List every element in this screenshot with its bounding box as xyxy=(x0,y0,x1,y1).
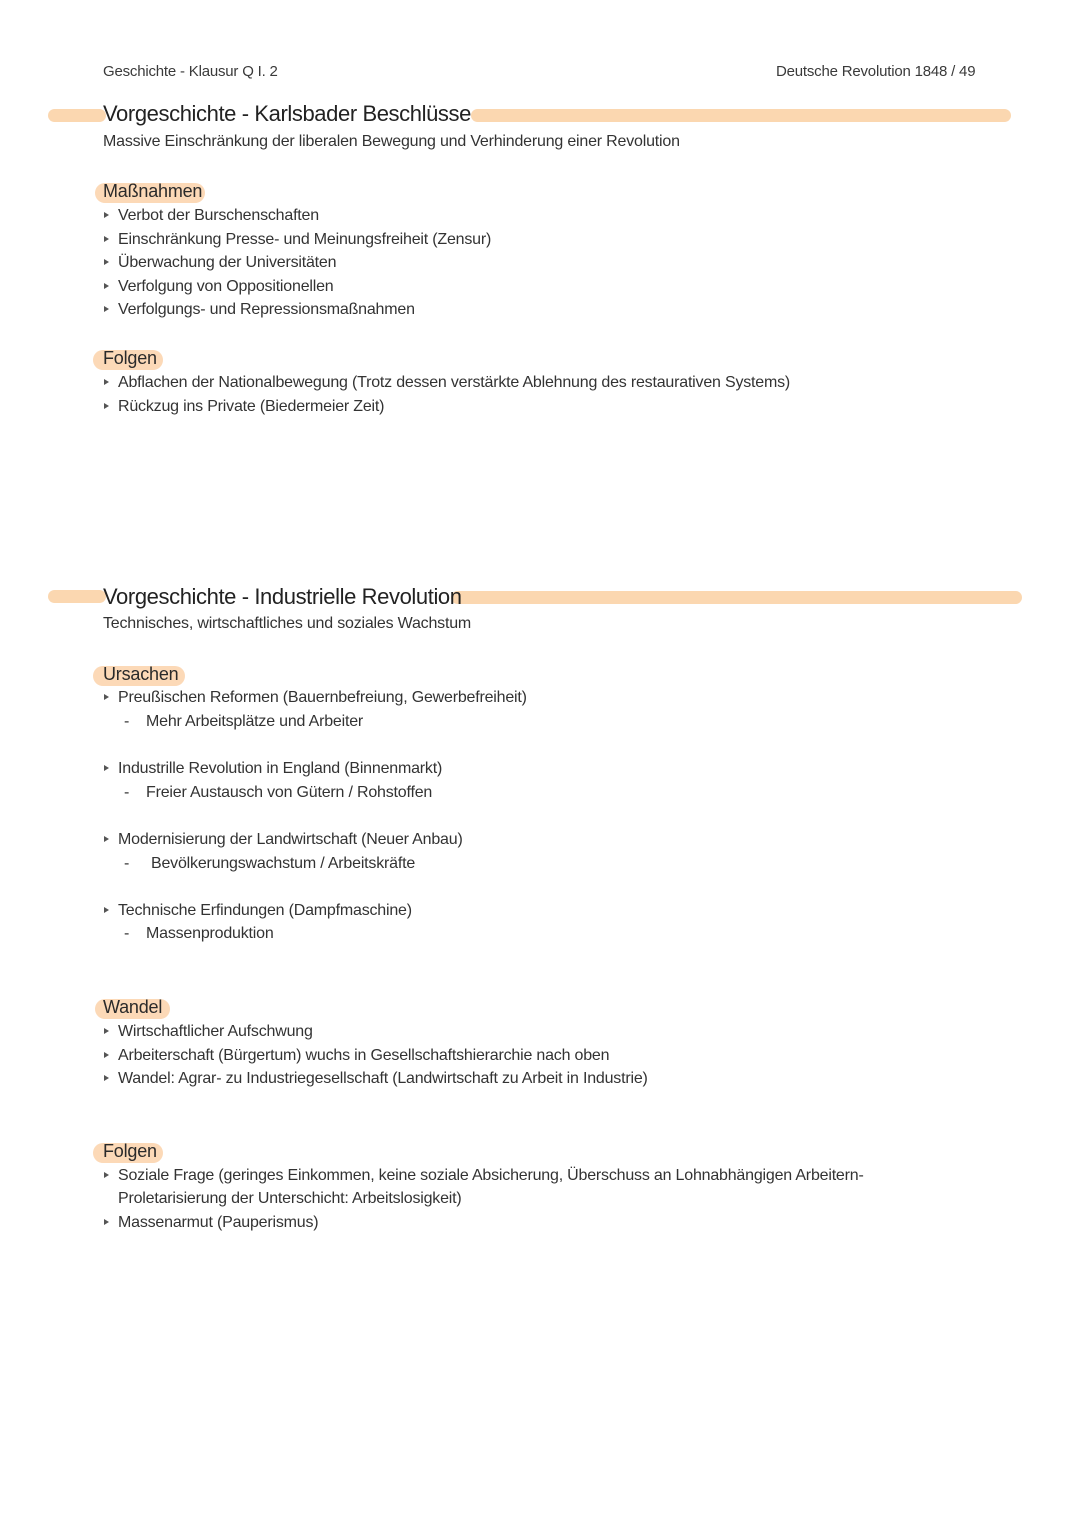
list-item: Verbot der Burschenschaften xyxy=(104,207,319,225)
list-item-continuation: Proletarisierung der Unterschicht: Arbeitslosigkeit) xyxy=(118,1190,462,1207)
list-item: Wandel: Agrar- zu Industriegesellschaft (Landwirtschaft zu Arbeit in Industrie) xyxy=(104,1070,648,1088)
bullet-icon xyxy=(104,403,109,409)
group-heading: Ursachen xyxy=(103,664,179,684)
bullet-icon xyxy=(104,1052,109,1058)
bullet-icon xyxy=(104,283,109,289)
list-item: Massenarmut (Pauperismus) xyxy=(104,1214,318,1232)
list-item: Industrille Revolution in England (Binnenmarkt) xyxy=(104,760,442,778)
list-item: Rückzug ins Private (Biedermeier Zeit) xyxy=(104,398,384,416)
list-item: Modernisierung der Landwirtschaft (Neuer Anbau) xyxy=(104,831,463,849)
bullet-icon xyxy=(104,236,109,242)
bullet-icon xyxy=(104,765,109,771)
section-subtitle: Massive Einschränkung der liberalen Bewegung und Verhinderung einer Revolution xyxy=(103,133,680,150)
topic-label: Deutsche Revolution 1848 / 49 xyxy=(776,63,976,80)
title-highlight-left xyxy=(48,590,106,603)
sub-item: - Bevölkerungswachstum / Arbeitskräfte xyxy=(124,855,416,872)
sub-item: - Freier Austausch von Gütern / Rohstoffen xyxy=(124,784,433,801)
group-heading: Wandel xyxy=(103,997,163,1017)
bullet-icon xyxy=(104,1172,109,1178)
course-label: Geschichte - Klausur Q I. 2 xyxy=(103,63,278,80)
title-highlight-right xyxy=(471,109,1011,122)
list-item: Überwachung der Universitäten xyxy=(104,254,336,272)
list-item: Technische Erfindungen (Dampfmaschine) xyxy=(104,902,412,920)
bullet-icon xyxy=(104,259,109,265)
list-item: Einschränkung Presse- und Meinungsfreiheit (Zensur) xyxy=(104,231,491,249)
group-heading: Folgen xyxy=(103,1141,157,1161)
bullet-icon xyxy=(104,1219,109,1225)
bullet-icon xyxy=(104,694,109,700)
list-item: Verfolgung von Oppositionellen xyxy=(104,278,334,296)
sub-item: - Massenproduktion xyxy=(124,925,274,942)
title-highlight-left xyxy=(48,109,106,122)
section-title: Vorgeschichte - Industrielle Revolution xyxy=(103,584,462,609)
bullet-icon xyxy=(104,1075,109,1081)
bullet-icon xyxy=(104,1028,109,1034)
list-item: Preußischen Reformen (Bauernbefreiung, Gewerbefreiheit) xyxy=(104,689,527,707)
list-item: Abflachen der Nationalbewegung (Trotz dessen verstärkte Ablehnung des restaurativen Systems) xyxy=(104,374,790,392)
bullet-icon xyxy=(104,212,109,218)
title-highlight-right xyxy=(451,591,1022,604)
list-item: Arbeiterschaft (Bürgertum) wuchs in Gesellschaftshierarchie nach oben xyxy=(104,1047,609,1065)
bullet-icon xyxy=(104,907,109,913)
list-item: Wirtschaftlicher Aufschwung xyxy=(104,1023,313,1041)
list-item: Soziale Frage (geringes Einkommen, keine soziale Absicherung, Überschuss an Lohnabhängigen Arbeitern- xyxy=(104,1167,864,1185)
bullet-icon xyxy=(104,836,109,842)
section-subtitle: Technisches, wirtschaftliches und soziales Wachstum xyxy=(103,615,472,632)
bullet-icon xyxy=(104,306,109,312)
section-title: Vorgeschichte - Karlsbader Beschlüsse xyxy=(103,101,471,126)
list-item: Verfolgungs- und Repressionsmaßnahmen xyxy=(104,301,415,319)
group-heading: Folgen xyxy=(103,348,157,368)
bullet-icon xyxy=(104,379,109,385)
group-heading: Maßnahmen xyxy=(103,181,203,201)
sub-item: - Mehr Arbeitsplätze und Arbeiter xyxy=(124,713,364,730)
